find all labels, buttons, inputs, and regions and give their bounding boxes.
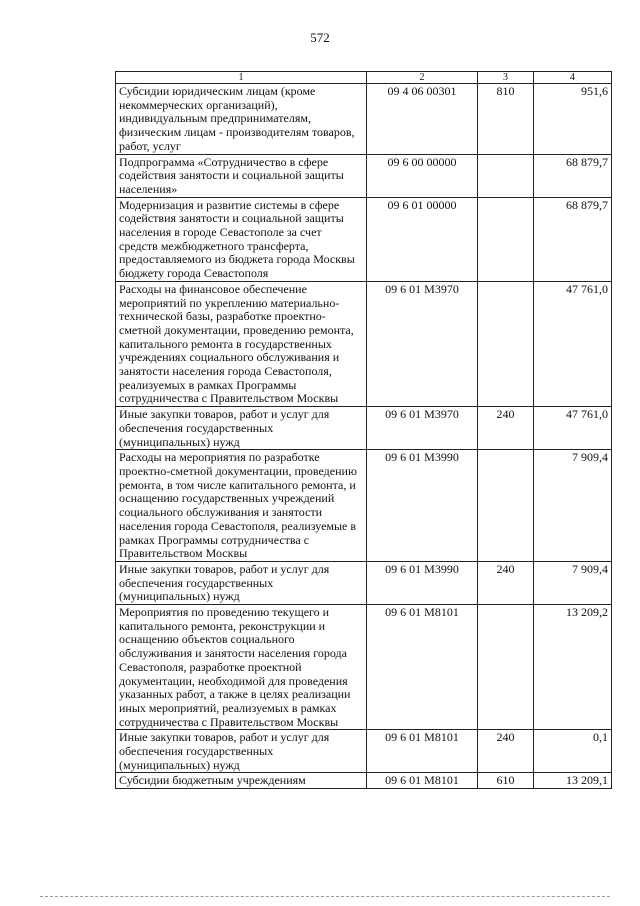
table-row	[116, 407, 612, 450]
row-name: Расходы на финансовое обеспечение мероприятий по укреплению материально-технической базы, разработке проектно-сметной документации, проведению ремонта, капитального ремонта в государственных учреждениях социального обслуживания и занятости населения города Севастополя, реализуемых в рамках Программы сотрудничества с Правительством Москвы	[116, 281, 367, 406]
row-name: Мероприятия по проведению текущего и капитального ремонта, реконструкции и оснащению объектов социального обслуживания и занятости населения города Севастополя, разработке проектной документации, необходимой для проведения указанных работ, а также в целях реализации иных мероприятий, реализуемых в рамках сотрудничества с Правительством Москвы	[116, 605, 367, 730]
table-header-row	[116, 72, 612, 84]
row-amount: 68 879,7	[534, 197, 612, 281]
row-code: 09 6 01 М3990	[367, 450, 478, 562]
table-row	[116, 84, 612, 155]
row-amount: 68 879,7	[534, 154, 612, 197]
row-code: 09 6 00 00000	[367, 154, 478, 197]
column-header-type: 3	[478, 72, 534, 84]
row-name: Расходы на мероприятия по разработке проектно-сметной документации, проведению ремонта, в том числе капитального ремонта, и оснащению государственных учреждений социального обслуживания и занятости населения города Севастополя, реализуемые в рамках Программы сотрудничества с Правительством Москвы	[116, 450, 367, 562]
row-type	[478, 605, 534, 730]
column-header-amount: 4	[534, 72, 612, 84]
row-amount: 7 909,4	[534, 561, 612, 604]
row-code: 09 6 01 М3990	[367, 561, 478, 604]
table-row	[116, 281, 612, 406]
row-name: Субсидии юридическим лицам (кроме некоммерческих организаций), индивидуальным предпринимателям, физическим лицам - производителям товаров, работ, услуг	[116, 84, 367, 155]
row-code: 09 6 01 М3970	[367, 407, 478, 450]
row-name: Иные закупки товаров, работ и услуг для обеспечения государственных (муниципальных) нужд	[116, 561, 367, 604]
row-code: 09 6 01 М8101	[367, 730, 478, 773]
row-name: Субсидии бюджетным учреждениям	[116, 773, 367, 789]
row-type: 610	[478, 773, 534, 789]
table-row	[116, 773, 612, 789]
row-amount: 0,1	[534, 730, 612, 773]
row-name: Модернизация и развитие системы в сфере содействия занятости и социальной защиты населения в городе Севастополе за счет средств межбюджетного трансферта, предоставляемого из бюджета города Москвы бюджету города Севастополя	[116, 197, 367, 281]
row-type	[478, 281, 534, 406]
scan-edge-line	[40, 896, 610, 898]
row-type: 240	[478, 730, 534, 773]
row-amount: 47 761,0	[534, 407, 612, 450]
row-type	[478, 154, 534, 197]
page-number: 572	[310, 30, 330, 45]
row-type: 240	[478, 407, 534, 450]
row-code: 09 6 01 00000	[367, 197, 478, 281]
row-type	[478, 450, 534, 562]
row-code: 09 6 01 М3970	[367, 281, 478, 406]
row-name: Иные закупки товаров, работ и услуг для обеспечения государственных (муниципальных) нужд	[116, 407, 367, 450]
table-row	[116, 450, 612, 562]
table-row	[116, 154, 612, 197]
row-type: 810	[478, 84, 534, 155]
row-code: 09 6 01 М8101	[367, 605, 478, 730]
row-code: 09 4 06 00301	[367, 84, 478, 155]
table-row	[116, 730, 612, 773]
row-type	[478, 197, 534, 281]
column-header-code: 2	[367, 72, 478, 84]
row-amount: 47 761,0	[534, 281, 612, 406]
row-code: 09 6 01 М8101	[367, 773, 478, 789]
row-amount: 13 209,2	[534, 605, 612, 730]
budget-table	[115, 71, 612, 789]
row-type: 240	[478, 561, 534, 604]
row-amount: 951,6	[534, 84, 612, 155]
row-amount: 7 909,4	[534, 450, 612, 562]
table-row	[116, 197, 612, 281]
table-row	[116, 605, 612, 730]
row-name: Подпрограмма «Сотрудничество в сфере содействия занятости и социальной защиты населения»	[116, 154, 367, 197]
row-amount: 13 209,1	[534, 773, 612, 789]
column-header-name: 1	[116, 72, 367, 84]
table-row	[116, 561, 612, 604]
row-name: Иные закупки товаров, работ и услуг для обеспечения государственных (муниципальных) нужд	[116, 730, 367, 773]
